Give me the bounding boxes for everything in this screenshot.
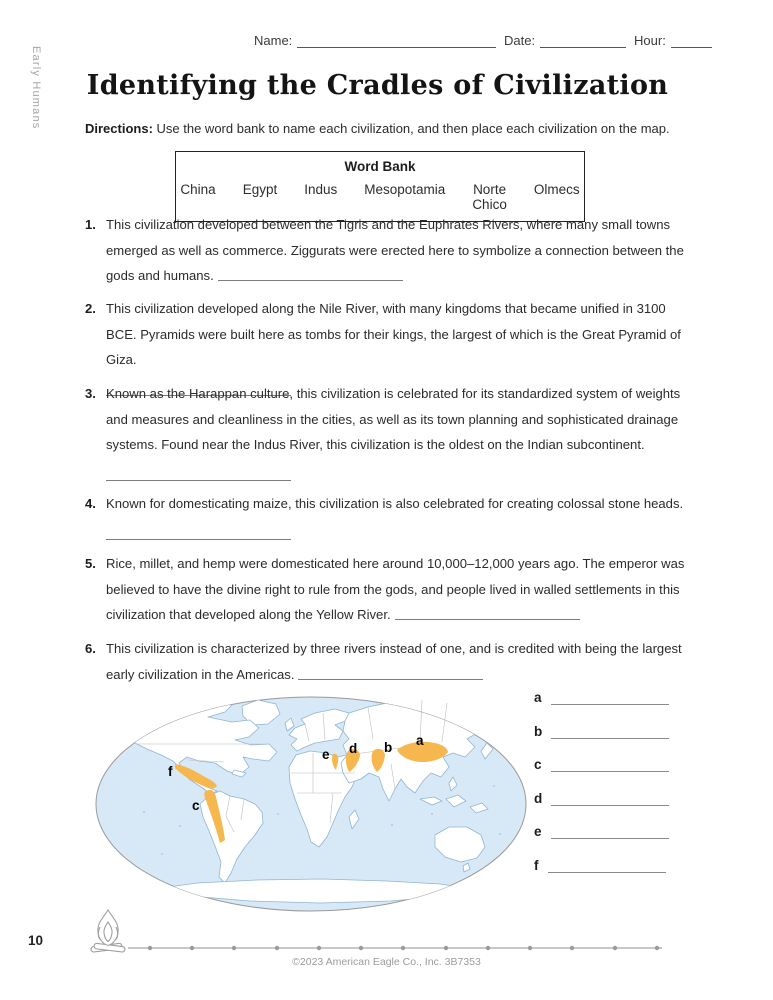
world-map-svg: [92, 694, 532, 915]
answer-letter: c: [534, 757, 542, 772]
question-5: [85, 551, 699, 628]
directions-text: [85, 121, 700, 136]
answer-line-field[interactable]: [551, 825, 669, 839]
answer-row-c: [534, 756, 669, 772]
map-label-f: f: [168, 764, 173, 779]
map-label-c: c: [192, 798, 200, 813]
question-text: Rice, millet, and hemp were domesticated here around 10,000–12,000 years ago. The emperor was believed to have the divine right to rule from the gods, and people lived in walled settlements in this civilization that developed along the Yellow River.: [106, 556, 685, 622]
name-label: Name:: [254, 33, 293, 48]
map-label-a: a: [416, 733, 424, 748]
date-label: Date:: [504, 33, 536, 48]
world-map: [92, 694, 532, 920]
question-number: 2.: [85, 301, 96, 316]
word-bank-words: [182, 182, 578, 212]
copyright-text: ©2023 American Eagle Co., Inc. 3B7353: [292, 956, 481, 968]
question-1: [85, 212, 699, 289]
answer-letter: d: [534, 790, 543, 806]
answer-row-d: [534, 790, 669, 806]
question-3: [85, 381, 699, 480]
answer-blank-field[interactable]: [218, 268, 403, 281]
name-blank-field[interactable]: [297, 33, 496, 48]
page-title: Identifying the Cradles of Civilization: [86, 70, 669, 101]
directions-label: Directions:: [85, 121, 153, 136]
question-text: Known for domesticating maize, this civilization is also celebrated for creating colossal stone heads.: [106, 496, 684, 511]
campfire-icon: [88, 908, 128, 961]
word-bank-word: Mesopotamia: [364, 182, 446, 197]
date-blank-field[interactable]: [540, 33, 626, 48]
answer-blank-field[interactable]: [106, 527, 291, 540]
answer-line-field[interactable]: [551, 725, 669, 739]
question-text: This civilization is characterized by three rivers instead of one, and is credited with being the largest early civilization in the Americas.: [106, 641, 682, 682]
answer-line-field[interactable]: [551, 792, 669, 806]
question-number: 3.: [85, 386, 96, 401]
unit-side-label: Early Humans: [30, 46, 42, 130]
word-bank-word: Norte Chico: [472, 182, 507, 212]
word-bank-word: Egypt: [242, 182, 278, 197]
hour-label: Hour:: [634, 33, 666, 48]
question-4: [85, 491, 699, 539]
map-label-e: e: [322, 747, 330, 762]
question-number: 1.: [85, 217, 96, 232]
question-number: 6.: [85, 641, 96, 656]
answer-row-a: [534, 689, 669, 705]
question-text: Known as the Harappan culture, this civilization is celebrated for its standardized system of weights and measures and cleanliness in the cities, as well as its town planning and sophisticated drainage systems. Found near the Indus River, this civilization is the oldest on the Indian subcontinent.: [106, 386, 681, 452]
word-bank-word: China: [180, 182, 216, 197]
map-answer-list: [534, 689, 669, 873]
answer-blank-field[interactable]: [106, 468, 291, 481]
map-label-b: b: [384, 740, 393, 755]
answer-letter: f: [534, 857, 539, 873]
answer-row-b: [534, 723, 669, 739]
question-number: 4.: [85, 496, 96, 511]
name-date-hour-row: [254, 33, 712, 48]
map-label-d: d: [349, 741, 358, 756]
word-bank-title: Word Bank: [344, 159, 416, 174]
answer-row-f: [534, 857, 669, 873]
answer-line-field[interactable]: [551, 691, 669, 705]
answer-blank-field[interactable]: [298, 667, 483, 680]
directions-body: Use the word bank to name each civilization, and then place each civilization on the map.: [152, 121, 670, 136]
answer-letter: e: [534, 824, 542, 839]
question-number: 5.: [85, 556, 96, 571]
question-text: This civilization developed along the Nile River, with many kingdoms that became unified in 3100 BCE. Pyramids were built here as tombs for their kings, the largest of which is the Great Pyramid of Giza.: [106, 301, 681, 367]
hour-blank-field[interactable]: [671, 33, 712, 48]
word-bank-word: Indus: [304, 182, 338, 197]
answer-line-field[interactable]: [551, 758, 669, 772]
answer-row-e: [534, 823, 669, 839]
word-bank-word: Olmecs: [533, 182, 580, 197]
answer-blank-field[interactable]: [395, 607, 580, 620]
question-2: [85, 296, 699, 395]
page-number: 10: [28, 933, 44, 948]
question-text: This civilization developed between the Tigris and the Euphrates Rivers, where many small towns emerged as well as commerce. Ziggurats were erected here to symbolize a connection between the gods and humans.: [106, 217, 684, 283]
answer-letter: b: [534, 723, 543, 739]
answer-line-field[interactable]: [548, 859, 666, 873]
question-6: [85, 636, 699, 687]
answer-letter: a: [534, 690, 542, 705]
